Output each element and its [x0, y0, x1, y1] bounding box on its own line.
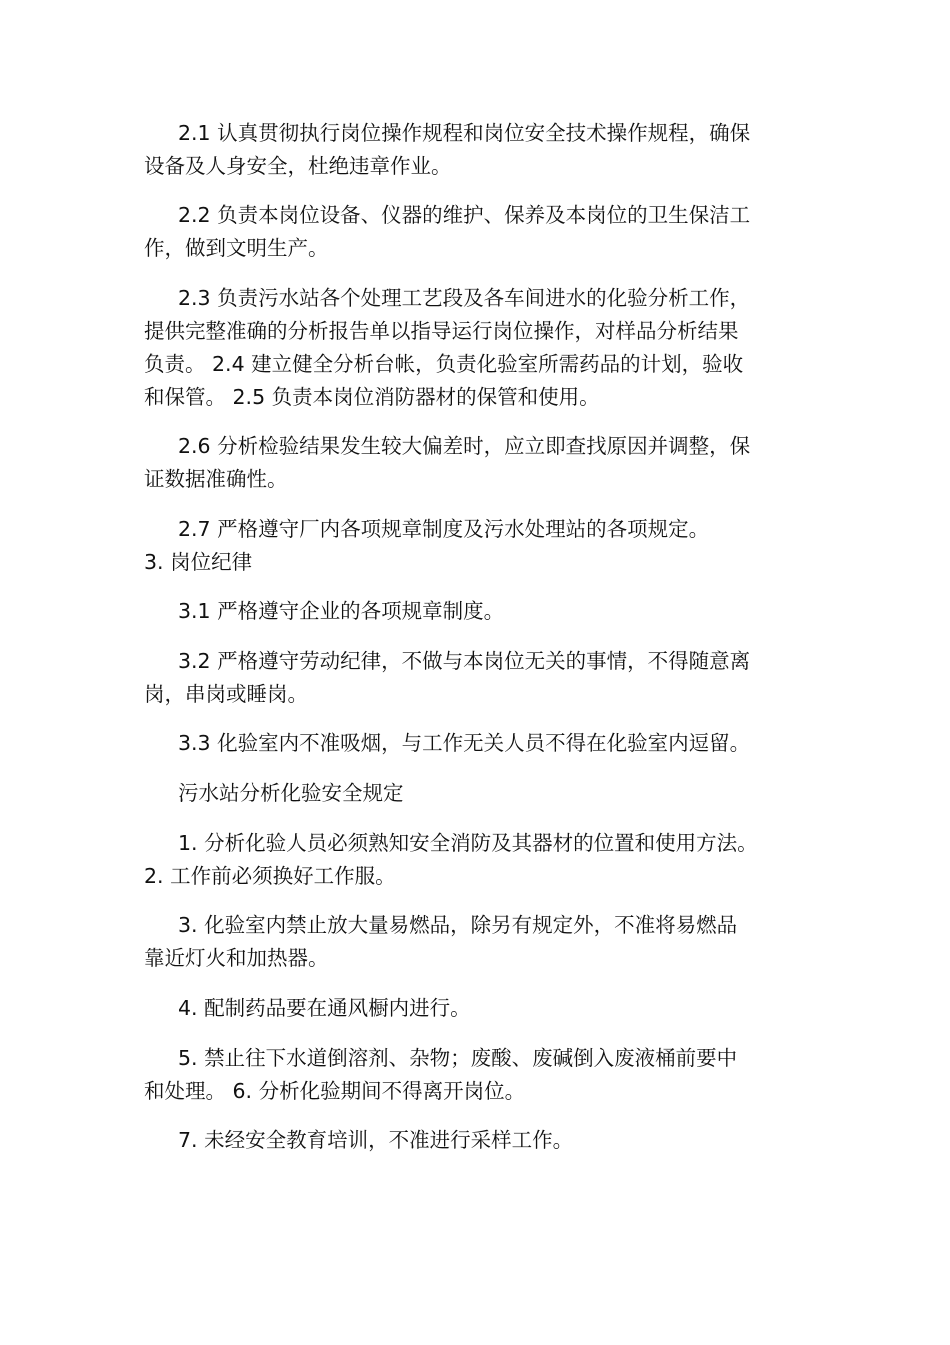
text-line: 4. 配制药品要在通风橱内进行。 [178, 996, 471, 1020]
text-line: 和保管。 2.5 负责本岗位消防器材的保管和使用。 [144, 385, 600, 409]
text-line: 和处理。 6. 分析化验期间不得离开岗位。 [144, 1079, 526, 1103]
text-line: 证数据准确性。 [144, 467, 288, 491]
text-line: 3.3 化验室内不准吸烟，与工作无关人员不得在化验室内逗留。 [178, 731, 751, 755]
text-line: 2.6 分析检验结果发生较大偏差时，应立即查找原因并调整，保 [178, 434, 751, 458]
text-line: 2.3 负责污水站各个处理工艺段及各车间进水的化验分析工作， [178, 286, 751, 310]
text-line: 靠近灯火和加热器。 [144, 946, 329, 970]
text-line: 1. 分析化验人员必须熟知安全消防及其器材的位置和使用方法。 [178, 831, 758, 855]
text-line: 提供完整准确的分析报告单以指导运行岗位操作，对样品分析结果 [144, 319, 739, 343]
text-line: 3.1 严格遵守企业的各项规章制度。 [178, 599, 505, 623]
text-line: 作，做到文明生产。 [144, 236, 329, 260]
text-line: 5. 禁止往下水道倒溶剂、杂物；废酸、废碱倒入废液桶前要中 [178, 1046, 738, 1070]
text-line: 2.2 负责本岗位设备、仪器的维护、保养及本岗位的卫生保洁工 [178, 203, 751, 227]
text-line: 设备及人身安全，杜绝违章作业。 [144, 154, 452, 178]
text-line: 负责。 2.4 建立健全分析台帐，负责化验室所需药品的计划，验收 [144, 352, 744, 376]
section-title: 污水站分析化验安全规定 [178, 781, 404, 805]
text-line: 2. 工作前必须换好工作服。 [144, 864, 396, 888]
text-line: 3. 化验室内禁止放大量易燃品，除另有规定外，不准将易燃品 [178, 913, 738, 937]
text-line: 岗，串岗或睡岗。 [144, 682, 308, 706]
section-heading: 3. 岗位纪律 [144, 550, 253, 574]
text-line: 2.1 认真贯彻执行岗位操作规程和岗位安全技术操作规程，确保 [178, 121, 751, 145]
text-line: 7. 未经安全教育培训，不准进行采样工作。 [178, 1128, 574, 1152]
text-line: 3.2 严格遵守劳动纪律，不做与本岗位无关的事情，不得随意离 [178, 649, 751, 673]
text-line: 2.7 严格遵守厂内各项规章制度及污水处理站的各项规定。 [178, 517, 710, 541]
